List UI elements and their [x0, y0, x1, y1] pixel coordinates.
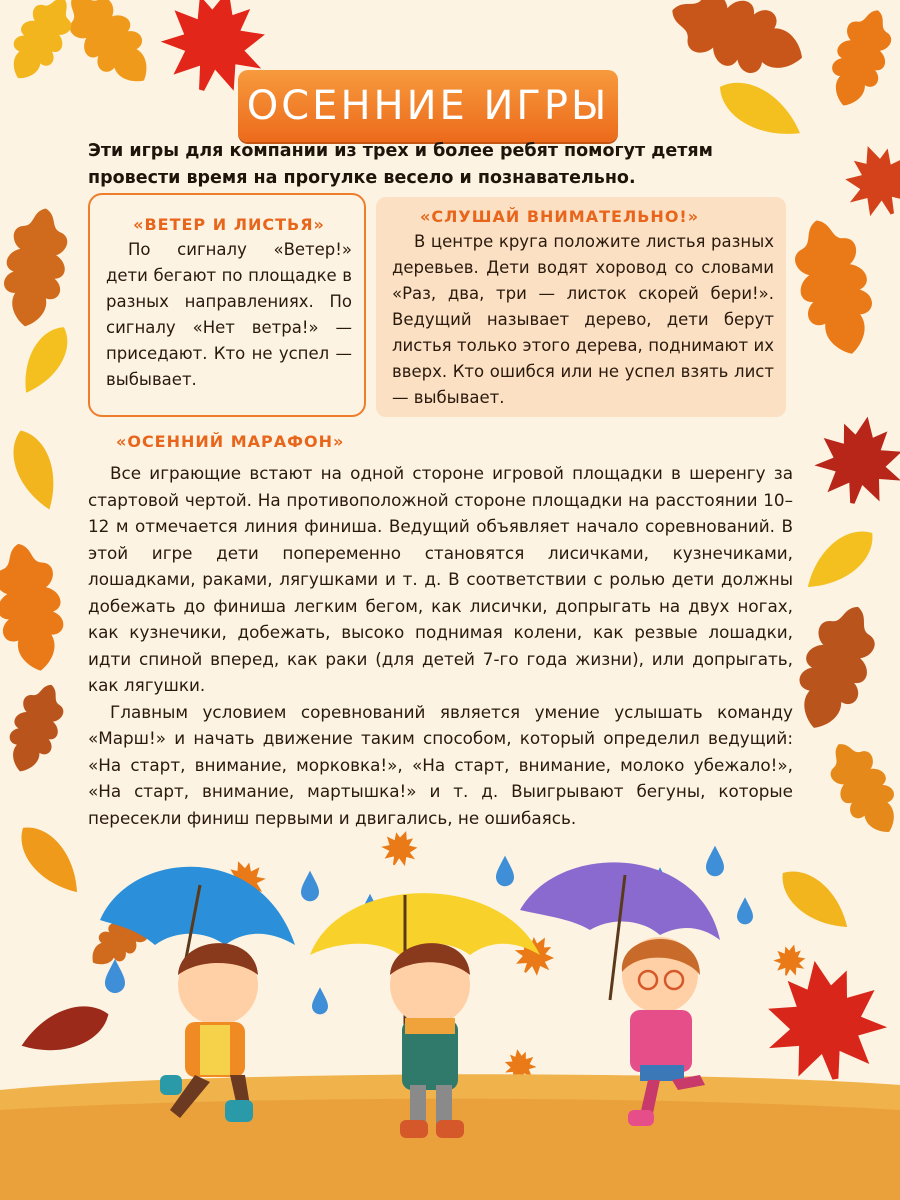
game-box-listen: [376, 197, 786, 417]
raindrop-icon: [301, 871, 319, 902]
oak-leaf-icon: [784, 596, 887, 739]
birch-leaf-icon: [772, 860, 859, 940]
oak-leaf-icon: [817, 732, 900, 844]
game-marathon-heading: «ОСЕННИЙ МАРАФОН»: [116, 432, 345, 451]
oak-leaf-icon: [784, 212, 885, 363]
maple-leaf-icon: [809, 409, 900, 511]
birch-leaf-icon: [10, 817, 90, 904]
oak-leaf-icon: [0, 203, 75, 331]
maple-leaf-icon: [377, 825, 423, 871]
maple-leaf-icon: [834, 134, 900, 226]
game-wind-heading: «ВЕТЕР И ЛИСТЬЯ»: [133, 215, 325, 234]
raindrop-icon: [706, 846, 724, 877]
marathon-paragraph-1: Все играющие встают на одной стороне игровой площадки в шеренгу за стартовой чертой. На противоположной стороне площадки на расстоянии 10–12 м отмечается линия финиша. Ведущий объявляет начало соревнований. В этой игре дети попеременно становятся лисичками, кузнечиками, лошадками, раками, лягушками и т. д. В соответствии с ролью дети должны добежать до финиша легким бегом, как лисички, допрыгать на двух ногах, как кузнечики, добежать, высоко поднимая колени, как резвые лошадки, идти спиной вперед, как раки (для детей 7-го года жизни), или допрыгать, как лягушки.: [88, 463, 793, 695]
raindrop-icon: [105, 959, 125, 993]
game-wind-text: По сигналу «Ветер!» дети бегают по площадке в разных направлениях. По сигналу «Нет ветра!» — приседают. Кто не успел — выбывает.: [106, 240, 352, 389]
marathon-paragraph-2: Главным условием соревнований является умение услышать команду «Марш!» и начать движение таким способом, который определил ведущий: «На старт, внимание, морковка!», «На старт, внимание, молоко убежало!», «На старт, внимание, мартышка!» и т. д. Выигрывают бегуны, которые пересекли финиш первыми и двигались, не ошибаясь.: [88, 701, 793, 828]
maple-leaf-icon: [755, 950, 894, 1089]
game-listen-text: В центре круга положите листья разных деревьев. Дети водят хоровод со словами «Раз, два, три — листок скорей бери!». Ведущий называет дерево, дети берут листья только этого дерева, поднимают их вверх. Кто ошибся или не успел взять лист — выбывает.: [392, 232, 774, 407]
oak-leaf-icon: [52, 0, 164, 98]
raindrop-icon: [737, 897, 753, 924]
oak-leaf-icon: [0, 677, 73, 779]
maple-leaf-icon: [770, 940, 809, 979]
oak-leaf-icon: [0, 538, 72, 676]
oak-leaf-icon: [0, 0, 84, 89]
oak-leaf-icon: [820, 2, 900, 114]
game-marathon-text: [88, 460, 793, 831]
title-banner: [238, 70, 618, 142]
page-title: ОСЕННИЕ ИГРЫ: [246, 83, 610, 129]
raindrop-icon: [496, 856, 514, 887]
birch-leaf-icon: [15, 996, 115, 1063]
birch-leaf-icon: [13, 319, 78, 400]
game-box-wind: [88, 193, 366, 417]
intro-text: Эти игры для компании из трех и более ребят помогут детям провести время на прогулке весело и познавательно.: [88, 141, 713, 188]
birch-leaf-icon: [4, 425, 65, 516]
game-listen-heading: «СЛУШАЙ ВНИМАТЕЛЬНО!»: [420, 207, 700, 226]
birch-leaf-icon: [797, 520, 884, 600]
raindrop-icon: [312, 987, 328, 1014]
oak-leaf-icon: [661, 0, 814, 89]
